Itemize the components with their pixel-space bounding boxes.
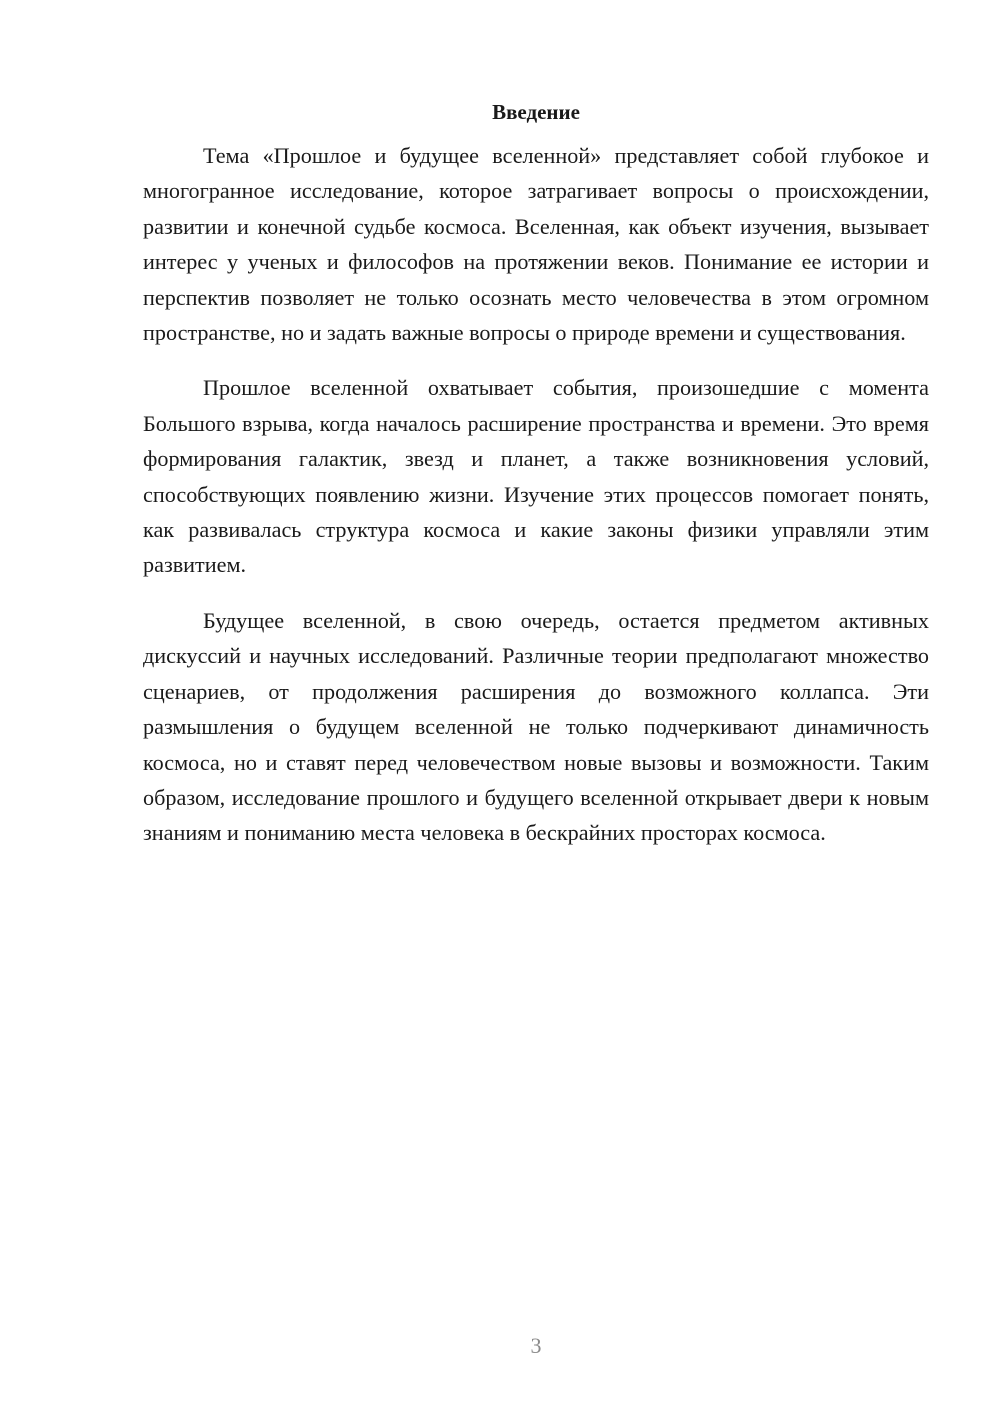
page-content bbox=[143, 98, 929, 871]
paragraph-future: Будущее вселенной, в свою очередь, остается предметом активных дискуссий и научных исследований. Различные теории предполагают множество сценариев, от продолжения расширения до возможного коллапса. Эти размышления о будущем вселенной не только подчеркивают динамичность космоса, но и ставят перед человечеством новые вызовы и возможности. Таким образом, исследование прошлого и будущего вселенной открывает двери к новым знаниям и пониманию места человека в бескрайних просторах космоса. bbox=[143, 607, 929, 846]
section-title: Введение bbox=[492, 100, 580, 124]
page-number: 3 bbox=[530, 1333, 542, 1358]
paragraph-intro: Тема «Прошлое и будущее вселенной» представляет собой глубокое и многогранное исследование, которое затрагивает вопросы о происхождении, развитии и конечной судьбе космоса. Вселенная, как объект изучения, вызывает интерес у ученых и философов на протяжении веков. Понимание ее истории и перспектив позволяет не только осознать место человечества в этом огромном пространстве, но и задать важные вопросы о природе времени и существования. bbox=[143, 143, 929, 346]
paragraph-past: Прошлое вселенной охватывает события, произошедшие с момента Большого взрыва, когда началось расширение пространства и времени. Это время формирования галактик, звезд и планет, а также возникновения условий, способствующих появлению жизни. Изучение этих процессов помогает понять, как развивалась структура космоса и какие законы физики управляли этим развитием. bbox=[143, 375, 929, 578]
